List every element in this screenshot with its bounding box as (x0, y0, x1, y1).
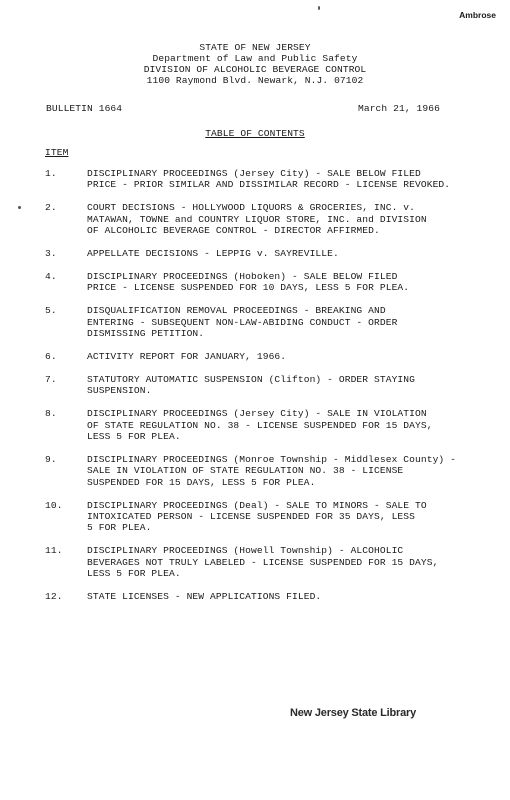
letterhead-department: Department of Law and Public Safety (152, 53, 358, 64)
owner-note: Ambrose (459, 10, 496, 20)
toc-item-number: 1. (45, 168, 57, 179)
toc-item (45, 500, 465, 534)
toc-item-number: 2. (45, 202, 57, 214)
toc-item-text: APPELLATE DECISIONS - LEPPIG v. SAYREVILLE. (87, 248, 339, 260)
letterhead-division: DIVISION OF ALCOHOLIC BEVERAGE CONTROL (143, 64, 367, 75)
letterhead-address: 1100 Raymond Blvd. Newark, N.J. 07102 (146, 75, 364, 86)
toc-item (45, 545, 465, 579)
toc-item-number: 8. (45, 408, 57, 420)
toc-item-text: DISCIPLINARY PROCEEDINGS (Howell Township) - ALCOHOLIC BEVERAGES NOT TRULY LABELED - LICENSE SUSPENDED FOR 15 DAYS, LESS 5 FOR PLEA. (87, 545, 439, 580)
toc-item (45, 202, 465, 236)
toc-items (45, 168, 465, 614)
scan-speck (18, 206, 21, 209)
toc-item-number: 4. (45, 270, 57, 282)
toc-item (45, 248, 465, 259)
toc-item-text: ACTIVITY REPORT FOR JANUARY, 1966. (87, 350, 287, 362)
toc-item (45, 305, 465, 339)
toc-title-wrap (0, 128, 510, 139)
toc-item-number: 11. (45, 545, 63, 557)
toc-item (45, 454, 465, 488)
toc-item-number: 9. (45, 453, 57, 465)
letterhead-state: STATE OF NEW JERSEY (199, 42, 311, 53)
letterhead (0, 42, 510, 86)
toc-item-number: 10. (45, 499, 63, 511)
toc-item-number: 7. (45, 373, 57, 385)
toc-item-text: STATE LICENSES - NEW APPLICATIONS FILED. (87, 591, 322, 603)
toc-item-text: DISCIPLINARY PROCEEDINGS (Monroe Township - Middlesex County) - SALE IN VIOLATION OF STATE REGULATION NO. 38 - LICENSE SUSPENDED FOR 15 DAYS, LESS 5 FOR PLEA. (87, 453, 457, 488)
toc-item-text: DISCIPLINARY PROCEEDINGS (Hoboken) - SALE BELOW FILED PRICE - LICENSE SUSPENDED FOR 10 DAYS, LESS 5 FOR PLEA. (87, 270, 410, 294)
toc-item (45, 271, 465, 294)
toc-item-text: DISCIPLINARY PROCEEDINGS (Jersey City) - SALE IN VIOLATION OF STATE REGULATION NO. 38 - LICENSE SUSPENDED FOR 15 DAYS, LESS 5 FOR PLEA. (87, 408, 433, 442)
toc-item (45, 408, 465, 442)
toc-item-text: DISQUALIFICATION REMOVAL PROCEEDINGS - BREAKING AND ENTERING - SUBSEQUENT NON-LAW-ABIDING CONDUCT - ORDER DISMISSING PETITION. (87, 305, 398, 340)
toc-item-number: 6. (45, 350, 57, 362)
library-stamp: New Jersey State Library (290, 707, 417, 719)
toc-title: TABLE OF CONTENTS (205, 128, 305, 139)
item-heading: ITEM (45, 147, 69, 158)
toc-item (45, 374, 465, 397)
toc-item-text: DISCIPLINARY PROCEEDINGS (Deal) - SALE TO MINORS - SALE TO INTOXICATED PERSON - LICENSE SUSPENDED FOR 35 DAYS, LESS 5 FOR PLEA. (87, 499, 427, 534)
toc-item-text: DISCIPLINARY PROCEEDINGS (Jersey City) - SALE BELOW FILED PRICE - PRIOR SIMILAR AND DISSIMILAR RECORD - LICENSE REVOKED. (87, 168, 451, 191)
toc-item-text: STATUTORY AUTOMATIC SUSPENSION (Clifton) - ORDER STAYING SUSPENSION. (87, 373, 416, 397)
toc-item-number: 12. (45, 591, 63, 603)
toc-item (45, 168, 465, 191)
toc-item-text: COURT DECISIONS - HOLLYWOOD LIQUORS & GROCERIES, INC. v. MATAWAN, TOWNE and COUNTRY LIQUOR STORE, INC. and DIVISION OF ALCOHOLIC BEVERAGE CONTROL - DIRECTOR AFFIRMED. (87, 202, 427, 237)
toc-item-number: 5. (45, 305, 57, 317)
toc-item (45, 591, 465, 602)
toc-item (45, 351, 465, 362)
bulletin-number: BULLETIN 1664 (46, 103, 123, 114)
toc-item-number: 3. (45, 248, 57, 260)
scan-speck (318, 6, 320, 10)
bulletin-date: March 21, 1966 (357, 103, 440, 114)
